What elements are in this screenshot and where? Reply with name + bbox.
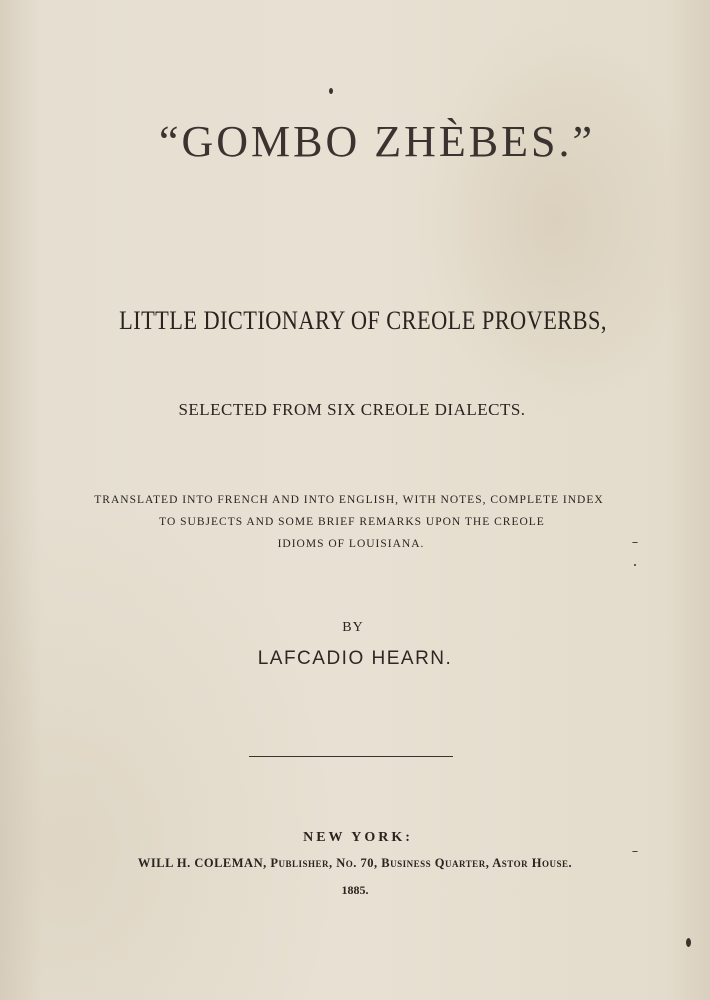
ink-speck <box>686 938 691 947</box>
translation-note-line: IDIOMS OF LOUISIANA. <box>277 538 425 550</box>
translation-note-line: TO SUBJECTS AND SOME BRIEF REMARKS UPON THE CREOLE <box>159 516 545 528</box>
author-name: LAFCADIO HEARN. <box>257 648 453 669</box>
ink-speck <box>632 851 638 852</box>
ink-speck <box>634 564 636 566</box>
book-subtitle: LITTLE DICTIONARY OF CREOLE PROVERBS, <box>119 306 607 335</box>
divider-rule <box>249 756 453 757</box>
by-label: BY <box>342 620 364 635</box>
book-title: “GOMBO ZHÈBES.” <box>158 117 596 166</box>
translation-note-line: TRANSLATED INTO FRENCH AND INTO ENGLISH, WITH NOTES, COMPLETE INDEX <box>94 494 604 506</box>
selection-note: SELECTED FROM SIX CREOLE DIALECTS. <box>178 400 526 419</box>
publisher-line: WILL H. COLEMAN, Publisher, No. 70, Business Quarter, Astor House. <box>137 856 573 870</box>
publication-city: NEW YORK: <box>303 830 413 845</box>
ink-speck <box>632 542 638 543</box>
publication-year: 1885. <box>341 883 369 897</box>
ink-speck <box>329 88 333 94</box>
